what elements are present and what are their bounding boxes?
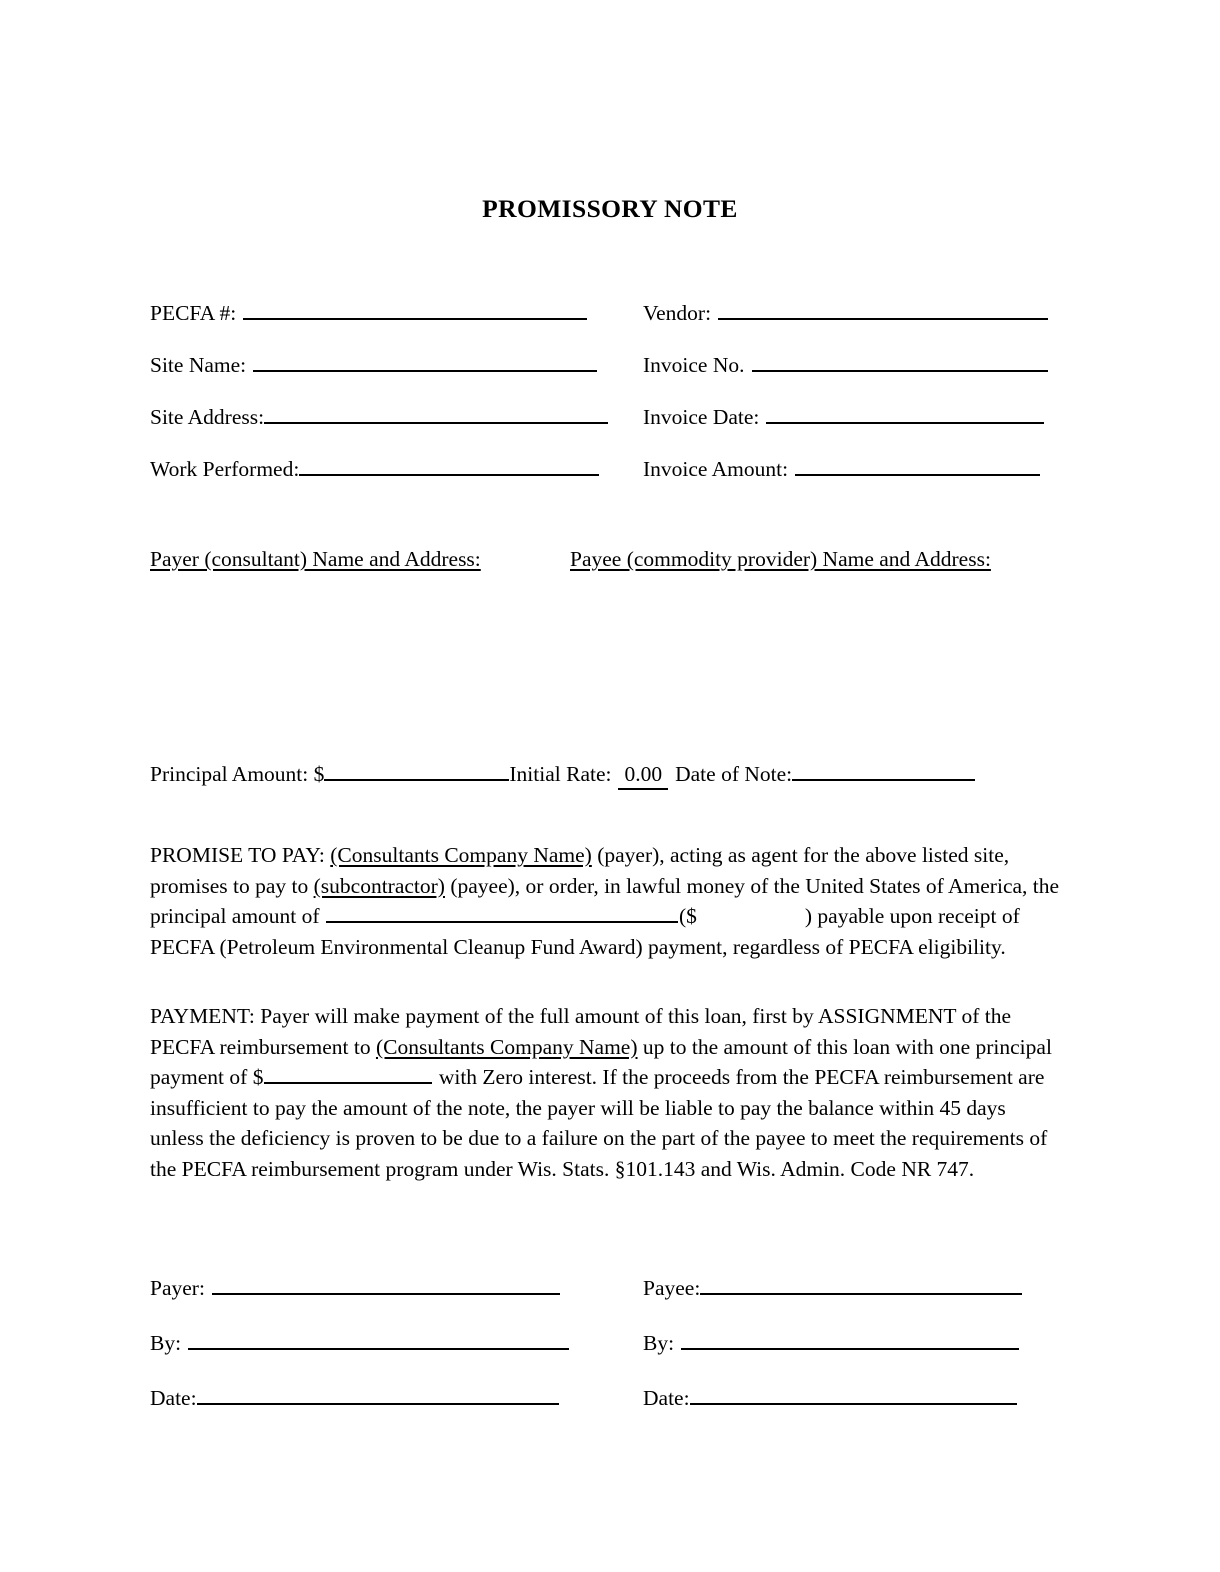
- field-rule[interactable]: [243, 300, 587, 320]
- field-label: Vendor:: [643, 301, 712, 325]
- promise-text-part5: ) payable upon receipt of PECFA (Petroleum Environmental Cleanup Fund Award) payment, regardless of PECFA eligibility.: [150, 904, 1020, 959]
- payment-text-part1: Payer will make payment of the full amount of this loan, first by ASSIGNMENT of the PECFA reimbursement to: [150, 1004, 1012, 1059]
- field-label: PECFA #:: [150, 301, 237, 325]
- initial-rate-label: Initial Rate:: [509, 762, 612, 786]
- signature-rule[interactable]: [700, 1275, 1022, 1295]
- field-rule[interactable]: [718, 300, 1048, 320]
- page-title: PROMISSORY NOTE: [482, 194, 738, 223]
- signature-row: [150, 1330, 1070, 1385]
- payment-text-part3: with Zero interest. If the proceeds from the PECFA reimbursement are insufficient to pay the amount of the note, the payer will be liable to pay the balance within 45 days unless the deficiency is proven to be due to a failure on the part of the payee to meet the requirements of the PECFA reimbursement program under Wis. Stats. §101.143 and Wis. Admin. Code NR 747.: [150, 1065, 1048, 1181]
- field-vendor[interactable]: [643, 300, 1048, 326]
- field-label: Invoice No.: [643, 353, 745, 377]
- field-rule[interactable]: [264, 404, 608, 424]
- promise-to-pay-heading: PROMISE TO PAY:: [150, 843, 325, 867]
- initial-rate-value: 0.00: [618, 760, 668, 790]
- signature-label: Payee:: [643, 1276, 701, 1300]
- subcontractor-placeholder: (subcontractor): [313, 873, 445, 898]
- signature-rule[interactable]: [212, 1275, 560, 1295]
- principal-amount-words-rule[interactable]: [326, 904, 678, 923]
- field-invoice-no[interactable]: [643, 352, 1048, 378]
- signature-label: Date:: [643, 1386, 690, 1410]
- signature-payee-date[interactable]: [643, 1385, 1017, 1411]
- form-row: [150, 404, 1070, 456]
- signature-label: By:: [150, 1331, 182, 1355]
- promise-text-part2: (payer), acting as agent for the above listed site, promises to pay to: [150, 843, 1010, 898]
- promise-text-part3: (payee), or order, in lawful money of the United States of America, the principal amount of: [150, 873, 1060, 928]
- signature-label: Date:: [150, 1386, 197, 1410]
- consultant-company-placeholder: (Consultants Company Name): [375, 1034, 638, 1059]
- principal-amount-rule[interactable]: [324, 761, 509, 781]
- principal-amount-label: Principal Amount: $: [150, 762, 325, 786]
- payment-heading: PAYMENT:: [150, 1004, 255, 1028]
- signature-row: [150, 1385, 1070, 1440]
- principal-amount-line: [150, 760, 975, 790]
- payment-paragraph: [150, 1001, 1063, 1184]
- signature-label: By:: [643, 1331, 675, 1355]
- field-rule[interactable]: [752, 352, 1048, 372]
- date-of-note-rule[interactable]: [792, 761, 975, 781]
- signature-rule[interactable]: [690, 1385, 1017, 1405]
- field-invoice-amount[interactable]: [643, 456, 1040, 482]
- form-row: [150, 352, 1070, 404]
- signature-rule[interactable]: [197, 1385, 559, 1405]
- signature-payer-by[interactable]: [150, 1330, 569, 1356]
- field-rule[interactable]: [299, 456, 599, 476]
- signature-payee-by[interactable]: [643, 1330, 1019, 1356]
- field-invoice-date[interactable]: [643, 404, 1044, 430]
- signature-rule[interactable]: [681, 1330, 1019, 1350]
- signature-payee[interactable]: [643, 1275, 1022, 1301]
- signature-label: Payer:: [150, 1276, 205, 1300]
- form-fields-block: [150, 300, 1070, 508]
- principal-payment-rule[interactable]: [264, 1065, 432, 1084]
- promise-to-pay-paragraph: [150, 840, 1063, 962]
- field-site-name[interactable]: [150, 352, 597, 378]
- field-site-address[interactable]: [150, 404, 608, 430]
- signature-payer-date[interactable]: [150, 1385, 559, 1411]
- form-row: [150, 456, 1070, 508]
- field-pecfa-number[interactable]: [150, 300, 587, 326]
- field-label: Site Address:: [150, 405, 265, 429]
- field-label: Invoice Date:: [643, 405, 760, 429]
- signature-payer[interactable]: [150, 1275, 560, 1301]
- field-work-performed[interactable]: [150, 456, 599, 482]
- form-row: [150, 300, 1070, 352]
- field-label: Site Name:: [150, 353, 247, 377]
- signature-block: [150, 1275, 1070, 1440]
- payer-address-heading: Payer (consultant) Name and Address:: [150, 547, 481, 571]
- field-label: Work Performed:: [150, 457, 300, 481]
- date-of-note-label: Date of Note:: [675, 762, 793, 786]
- field-rule[interactable]: [795, 456, 1040, 476]
- field-label: Invoice Amount:: [643, 457, 789, 481]
- field-rule[interactable]: [766, 404, 1044, 424]
- signature-row: [150, 1275, 1070, 1330]
- consultant-company-placeholder: (Consultants Company Name): [330, 843, 592, 867]
- payment-text-part2: up to the amount of this loan with one principal payment of $: [150, 1034, 1052, 1089]
- payee-address-heading: Payee (commodity provider) Name and Address:: [570, 547, 991, 571]
- promise-text-part4: ($: [678, 904, 697, 928]
- signature-rule[interactable]: [188, 1330, 569, 1350]
- field-rule[interactable]: [253, 352, 597, 372]
